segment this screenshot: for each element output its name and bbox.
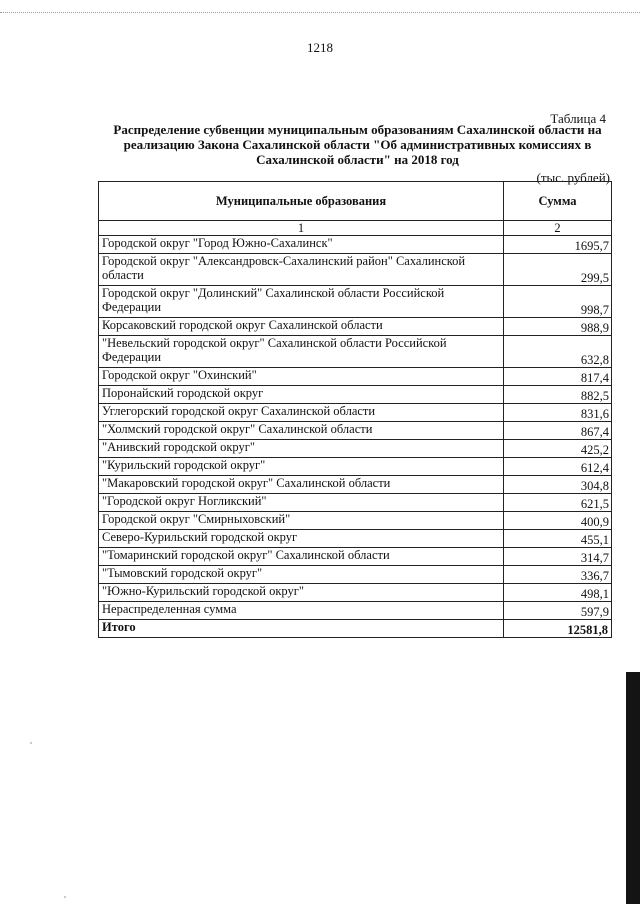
table-row <box>99 494 612 512</box>
municipality-name: Городской округ "Смирныховский" <box>99 512 504 530</box>
table-row <box>99 368 612 386</box>
subsidy-amount: 831,6 <box>504 404 612 422</box>
municipality-name: "Городской округ Ногликский" <box>99 494 504 512</box>
subsidy-amount: 612,4 <box>504 458 612 476</box>
scan-speck <box>30 742 32 744</box>
subsidy-amount: 400,9 <box>504 512 612 530</box>
total-amount: 12581,8 <box>504 620 612 638</box>
page-number: 1218 <box>307 40 333 55</box>
table-row <box>99 602 612 620</box>
table-row <box>99 404 612 422</box>
subsidy-amount: 336,7 <box>504 566 612 584</box>
table-row <box>99 386 612 404</box>
municipality-name: Нераспределенная сумма <box>99 602 504 620</box>
municipality-name: "Макаровский городской округ" Сахалинской области <box>99 476 504 494</box>
subsidy-amount: 597,9 <box>504 602 612 620</box>
table-row <box>99 458 612 476</box>
subsidy-amount: 498,1 <box>504 584 612 602</box>
table-row <box>99 566 612 584</box>
table-row <box>99 254 612 286</box>
header-amount: Сумма <box>504 182 612 221</box>
subsidy-amount: 425,2 <box>504 440 612 458</box>
subsidy-amount: 817,4 <box>504 368 612 386</box>
subsidy-amount: 632,8 <box>504 336 612 368</box>
subsidy-amount: 304,8 <box>504 476 612 494</box>
scan-margin-shadow <box>626 672 640 904</box>
municipality-name: "Курильский городской округ" <box>99 458 504 476</box>
subsidy-amount: 621,5 <box>504 494 612 512</box>
table-row <box>99 440 612 458</box>
table-row <box>99 512 612 530</box>
municipality-name: Углегорский городской округ Сахалинской области <box>99 404 504 422</box>
column-number-1: 1 <box>99 221 504 236</box>
municipality-name: "Анивский городской округ" <box>99 440 504 458</box>
subsidy-amount: 867,4 <box>504 422 612 440</box>
table-row <box>99 318 612 336</box>
column-number-row <box>99 221 612 236</box>
column-number-2: 2 <box>504 221 612 236</box>
table-body <box>99 182 612 638</box>
municipality-name: "Тымовский городской округ" <box>99 566 504 584</box>
municipality-name: "Южно-Курильский городской округ" <box>99 584 504 602</box>
municipality-name: Городской округ "Охинский" <box>99 368 504 386</box>
municipality-name: Поронайский городской округ <box>99 386 504 404</box>
subsidy-amount: 998,7 <box>504 286 612 318</box>
subsidy-table <box>98 181 612 638</box>
municipality-name: Городской округ "Долинский" Сахалинской области Российской Федерации <box>99 286 504 318</box>
municipality-name: "Невельский городской округ" Сахалинской области Российской Федерации <box>99 336 504 368</box>
municipality-name: "Холмский городской округ" Сахалинской области <box>99 422 504 440</box>
header-municipalities: Муниципальные образования <box>99 182 504 221</box>
scan-speck <box>64 896 66 898</box>
total-row <box>99 620 612 638</box>
table-row <box>99 530 612 548</box>
table-row <box>99 548 612 566</box>
table-label: Таблица 4 <box>550 111 606 126</box>
units-note: (тыс. рублей) <box>536 170 610 185</box>
subsidy-amount: 988,9 <box>504 318 612 336</box>
subsidy-amount: 882,5 <box>504 386 612 404</box>
document-title: Распределение субвенции муниципальным образованиям Сахалинской области на реализацию Закона Сахалинской области "Об административных комиссиях в Сахалинской области" на 2018 год <box>113 122 602 167</box>
total-label: Итого <box>99 620 504 638</box>
subsidy-amount: 1695,7 <box>504 236 612 254</box>
subsidy-amount: 299,5 <box>504 254 612 286</box>
table-row <box>99 422 612 440</box>
table-row <box>99 336 612 368</box>
municipality-name: Городской округ "Город Южно-Сахалинск" <box>99 236 504 254</box>
table-header-row <box>99 182 612 221</box>
municipality-name: "Томаринский городской округ" Сахалинской области <box>99 548 504 566</box>
municipality-name: Северо-Курильский городской округ <box>99 530 504 548</box>
subsidy-amount: 455,1 <box>504 530 612 548</box>
table-row <box>99 584 612 602</box>
table-row <box>99 476 612 494</box>
municipality-name: Корсаковский городской округ Сахалинской области <box>99 318 504 336</box>
table-row <box>99 286 612 318</box>
subsidy-amount: 314,7 <box>504 548 612 566</box>
scan-top-edge <box>0 12 640 13</box>
table-row <box>99 236 612 254</box>
municipality-name: Городской округ "Александровск-Сахалинский район" Сахалинской области <box>99 254 504 286</box>
